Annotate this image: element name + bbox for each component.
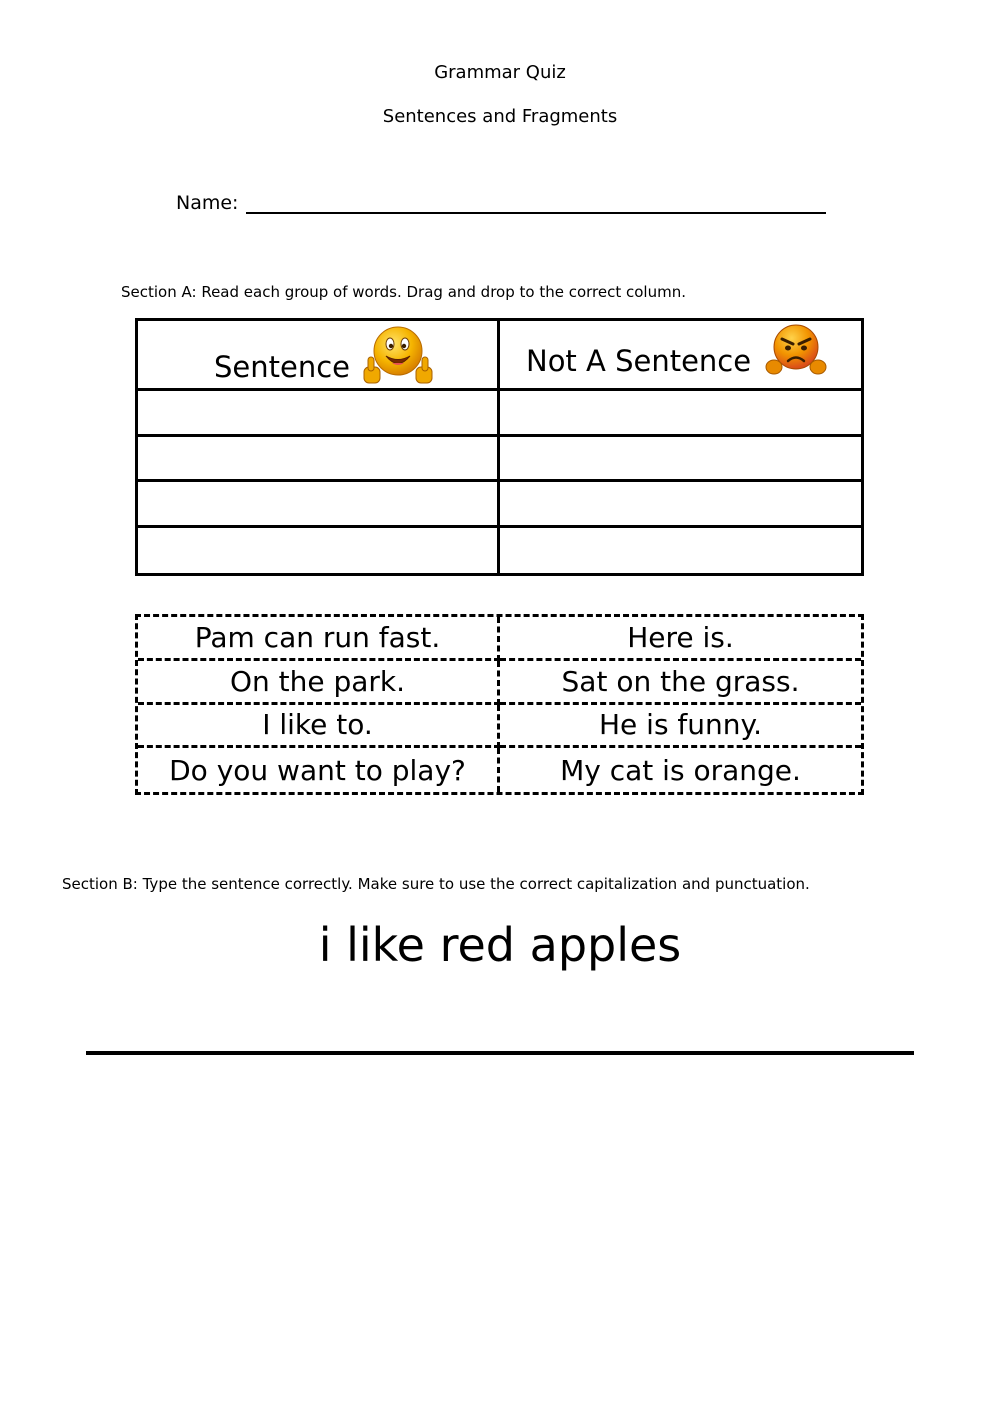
- sentence-drop-slot[interactable]: [138, 482, 500, 528]
- sentence-drop-slot[interactable]: [138, 528, 500, 574]
- angry-emoji-icon: [765, 323, 827, 377]
- draggable-word-card[interactable]: He is funny.: [500, 705, 861, 749]
- draggable-word-card[interactable]: On the park.: [138, 661, 500, 705]
- column-header-label: Not A Sentence: [526, 344, 752, 378]
- draggable-word-card[interactable]: I like to.: [138, 705, 500, 749]
- column-header-sentence: [138, 321, 500, 391]
- section-a-instruction: Section A: Read each group of words. Drag and drop to the correct column.: [121, 283, 686, 301]
- not-a-sentence-drop-slot[interactable]: [500, 437, 861, 483]
- not-a-sentence-drop-slot[interactable]: [500, 482, 861, 528]
- column-header-not-a-sentence: [500, 321, 861, 391]
- name-label: Name:: [176, 192, 239, 214]
- draggable-word-card[interactable]: My cat is orange.: [560, 753, 801, 787]
- not-a-sentence-drop-slot[interactable]: [500, 391, 861, 437]
- sentence-prompt: i like red apples: [318, 918, 682, 972]
- draggable-word-card[interactable]: Here is.: [500, 617, 861, 661]
- quiz-title: Grammar Quiz: [434, 62, 566, 83]
- draggable-word-card[interactable]: Pam can run fast.: [138, 617, 500, 661]
- draggable-word-card[interactable]: Sat on the grass.: [500, 661, 861, 705]
- draggable-word-card[interactable]: Do you want to play?: [138, 748, 500, 792]
- section-b-instruction: Section B: Type the sentence correctly. Make sure to use the correct capitalization and punctuation.: [62, 875, 810, 893]
- answer-input-line[interactable]: [86, 1051, 914, 1055]
- name-input-line[interactable]: [246, 192, 826, 214]
- column-header-label: Sentence: [214, 350, 351, 384]
- not-a-sentence-drop-slot[interactable]: [500, 528, 861, 574]
- sentence-drop-slot[interactable]: [138, 437, 500, 483]
- sentence-drop-slot[interactable]: [138, 391, 500, 437]
- word-bank: [135, 614, 864, 795]
- name-row: [176, 192, 826, 214]
- quiz-subtitle: Sentences and Fragments: [382, 106, 618, 127]
- happy-thumbs-up-emoji-icon: [362, 323, 434, 389]
- sorting-table: [135, 318, 864, 576]
